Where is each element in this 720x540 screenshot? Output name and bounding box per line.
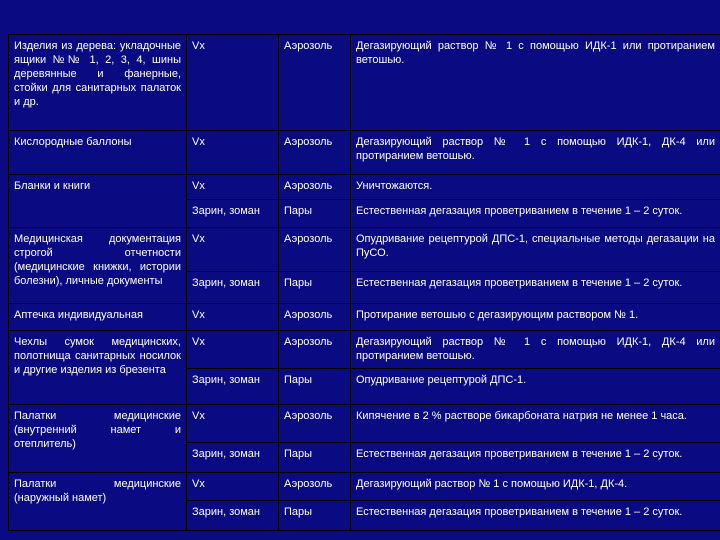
degassing-table	[8, 34, 720, 531]
form-cell: Аэрозоль	[279, 35, 351, 131]
table-row	[9, 473, 720, 501]
item-cell: Изделия из дерева: укладочные ящики №№ 1, 2, 3, 4, шины деревянные и фанерные, стойки для санитарных палаток и др.	[9, 35, 187, 131]
item-cell: Медицинская документация строгой отчетности (медицинские книжки, истории болезни), личные документы	[9, 228, 187, 304]
method-cell: Дегазирующий раствор № 1 с помощью ИДК-1 или протиранием ветошью.	[351, 35, 720, 131]
item-cell: Бланки и книги	[9, 175, 187, 228]
item-cell: Аптечка индивидуальная	[9, 304, 187, 331]
method-cell: Дегазирующий раствор № 1 с помощью ИДК-1, ДК-4 или протиранием ветошью.	[351, 331, 720, 369]
agent-cell: Vx	[187, 405, 279, 443]
table-row	[9, 228, 720, 272]
table-row	[9, 131, 720, 175]
form-cell: Аэрозоль	[279, 304, 351, 331]
method-cell: Опудривание рецептурой ДПС-1.	[351, 369, 720, 405]
table-row	[9, 304, 720, 331]
form-cell: Аэрозоль	[279, 228, 351, 272]
form-cell: Аэрозоль	[279, 405, 351, 443]
agent-cell: Зарин, зоман	[187, 443, 279, 473]
form-cell: Аэрозоль	[279, 131, 351, 175]
agent-cell: Зарин, зоман	[187, 501, 279, 531]
agent-cell: Vx	[187, 35, 279, 131]
agent-cell: Vx	[187, 331, 279, 369]
item-cell: Палатки медицинские (внутренний намет и отеплитель)	[9, 405, 187, 473]
method-cell: Естественная дегазация проветриванием в течение 1 – 2 суток.	[351, 443, 720, 473]
form-cell: Аэрозоль	[279, 331, 351, 369]
method-cell: Опудривание рецептурой ДПС-1, специальные методы дегазации на ПуСО.	[351, 228, 720, 272]
item-cell: Чехлы сумок медицинских, полотнища санитарных носилок и другие изделия из брезента	[9, 331, 187, 405]
agent-cell: Vx	[187, 131, 279, 175]
item-cell: Кислородные баллоны	[9, 131, 187, 175]
method-cell: Естественная дегазация проветриванием в течение 1 – 2 суток.	[351, 272, 720, 304]
form-cell: Аэрозоль	[279, 473, 351, 501]
form-cell: Пары	[279, 369, 351, 405]
method-cell: Дегазирующий раствор № 1 с помощью ИДК-1, ДК-4.	[351, 473, 720, 501]
item-cell: Палатки медицинские (наружный намет)	[9, 473, 187, 531]
agent-cell: Vx	[187, 473, 279, 501]
form-cell: Пары	[279, 272, 351, 304]
method-cell: Уничтожаются.	[351, 175, 720, 200]
method-cell: Естественная дегазация проветриванием в течение 1 – 2 суток.	[351, 501, 720, 531]
method-cell: Протирание ветошью с дегазирующим раствором № 1.	[351, 304, 720, 331]
agent-cell: Зарин, зоман	[187, 200, 279, 228]
agent-cell: Зарин, зоман	[187, 272, 279, 304]
method-cell: Кипячение в 2 % растворе бикарбоната натрия не менее 1 часа.	[351, 405, 720, 443]
agent-cell: Зарин, зоман	[187, 369, 279, 405]
form-cell: Аэрозоль	[279, 175, 351, 200]
table-row	[9, 405, 720, 443]
form-cell: Пары	[279, 501, 351, 531]
agent-cell: Vx	[187, 228, 279, 272]
table-row	[9, 35, 720, 131]
agent-cell: Vx	[187, 175, 279, 200]
table-row	[9, 331, 720, 369]
form-cell: Пары	[279, 200, 351, 228]
agent-cell: Vx	[187, 304, 279, 331]
form-cell: Пары	[279, 443, 351, 473]
method-cell: Дегазирующий раствор № 1 с помощью ИДК-1, ДК-4 или протиранием ветошью.	[351, 131, 720, 175]
table-row	[9, 175, 720, 200]
method-cell: Естественная дегазация проветриванием в течение 1 – 2 суток.	[351, 200, 720, 228]
